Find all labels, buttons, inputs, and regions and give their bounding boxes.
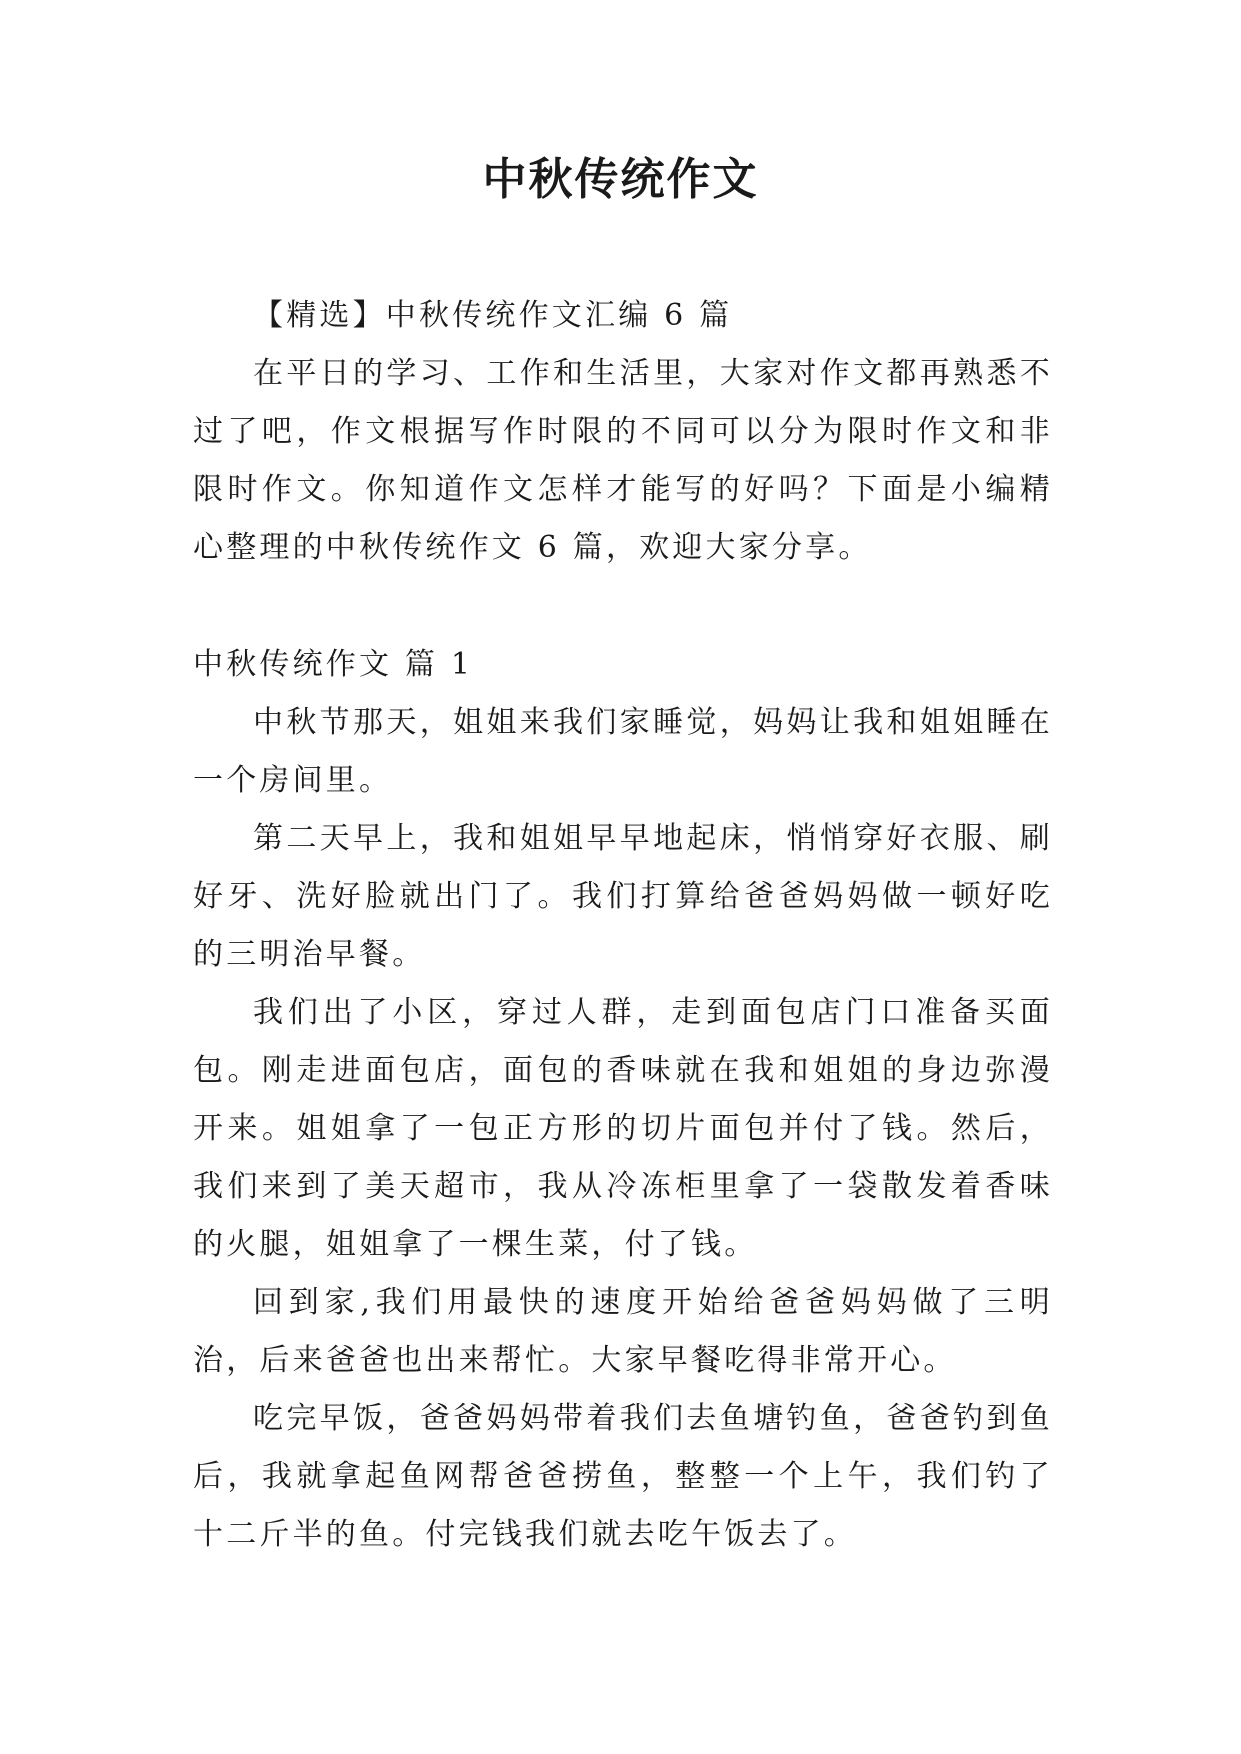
article-section [193,636,1053,1564]
article-paragraph: 吃完早饭，爸爸妈妈带着我们去鱼塘钓鱼，爸爸钓到鱼后，我就拿起鱼网帮爸爸捞鱼，整整一个上午，我们钓了十二斤半的鱼。付完钱我们就去吃午饭去了。 [193,1401,1053,1552]
article-paragraph: 回到家,我们用最快的速度开始给爸爸妈妈做了三明治，后来爸爸也出来帮忙。大家早餐吃得非常开心。 [193,1285,1053,1378]
article-subtitle: 中秋传统作文 篇 1 [193,647,474,682]
document-title: 中秋传统作文 [482,154,759,205]
article-paragraph: 我们出了小区，穿过人群，走到面包店门口准备买面包。刚走进面包店，面包的香味就在我和姐姐的身边弥漫开来。姐姐拿了一包正方形的切片面包并付了钱。然后，我们来到了美天超市，我从冷冻柜里拿了一袋散发着香味的火腿，姐姐拿了一棵生菜，付了钱。 [193,995,1053,1262]
intro-heading: 【精选】中秋传统作文汇编 6 篇 [253,298,733,333]
article-paragraph: 中秋节那天，姐姐来我们家睡觉，妈妈让我和姐姐睡在一个房间里。 [193,705,1053,798]
intro-section [193,287,1053,577]
intro-paragraph: 在平日的学习、工作和生活里，大家对作文都再熟悉不过了吧，作文根据写作时限的不同可以分为限时作文和非限时作文。你知道作文怎样才能写的好吗？下面是小编精心整理的中秋传统作文 6 篇，欢迎大家分享。 [193,356,1053,565]
article-paragraph: 第二天早上，我和姐姐早早地起床，悄悄穿好衣服、刷好牙、洗好脸就出门了。我们打算给爸爸妈妈做一顿好吃的三明治早餐。 [193,821,1053,972]
